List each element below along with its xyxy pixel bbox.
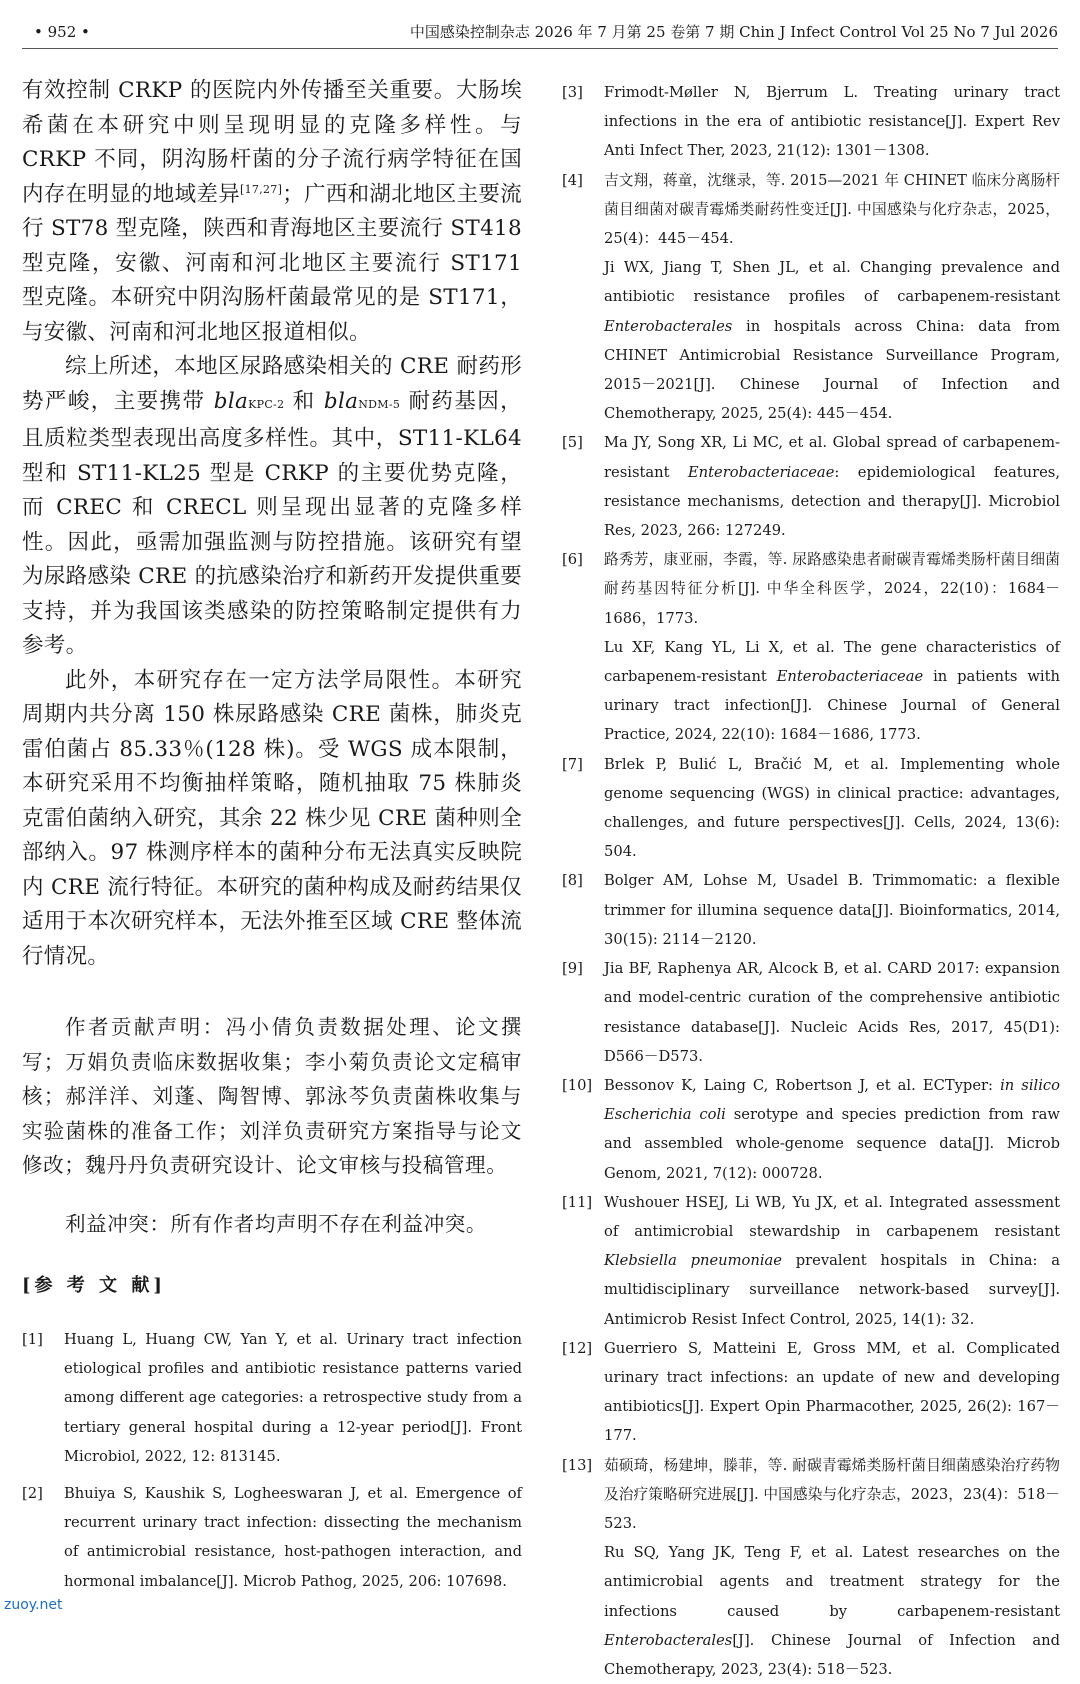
- ref-text-italic: in silico Escherichia coli: [604, 1076, 1060, 1124]
- reference-item: [562, 1071, 1060, 1188]
- ref-text-italic: Enterobacteriaceae: [687, 463, 835, 481]
- p2-text-a: 综上所述，本地区尿路感染相关的 CRE 耐药形势严峻，主要携带: [22, 354, 522, 414]
- journal-running-title: 中国感染控制杂志 2026 年 7 月第 25 卷第 7 期 Chin J Infect Control Vol 25 No 7 Jul 2026: [409, 23, 1058, 41]
- reference-text: [604, 428, 1060, 545]
- reference-text: Huang L, Huang CW, Yan Y, et al. Urinary tract infection etiological profiles and antibiotic resistance patterns varied among different age categories: a retrospective study from a tertiary general hospital during a 12-year period[J]. Front Microbiol, 2022, 12: 813145.: [64, 1331, 522, 1465]
- reference-text: Bhuiya S, Kaushik S, Logheeswaran J, et al. Emergence of recurrent urinary tract infection: dissecting the mechanism of antimicrobial resistance, host-pathogen interaction, and hormonal imbalance[J]. Microb Pathog, 2025, 206: 107698.: [64, 1485, 522, 1590]
- ref-text-b: : epidemiological features, resistance mechanisms, detection and therapy[J]. Microbiol Res, 2023, 266: 127249.: [604, 463, 1060, 540]
- reference-text: Guerriero S, Matteini E, Gross MM, et al. Complicated urinary tract infections: an update of new and developing antibiotics[J]. Expert Opin Pharmacother, 2025, 26(2): 167－177.: [604, 1339, 1060, 1445]
- page-number: • 952 •: [34, 23, 90, 41]
- reference-number: [8]: [562, 872, 583, 890]
- left-column: [22, 74, 522, 1596]
- ref-text-a: Ma JY, Song XR, Li MC, et al. Global spread of carbapenem-resistant: [604, 434, 1060, 481]
- page-header: [34, 18, 1058, 46]
- p1-text-b: ；广西和湖北地区主要流行 ST78 型克隆，陕西和青海地区主要流行 ST418 型克隆，安徽、河南和河北地区主要流行 ST171 型克隆。本研究中阴沟肠杆菌最常见的是 ST171，与安徽、河南和河北地区报道相似。: [22, 181, 523, 345]
- reference-text: 吉文翔，蒋童，沈继录，等. 2015—2021 年 CHINET 临床分离肠杆菌目细菌对碳青霉烯类耐药性变迁[J]. 中国感染与化疗杂志，2025，25(4)：445－454.: [604, 171, 1060, 248]
- reference-number: [5]: [562, 434, 583, 452]
- ref-en-b: [J]. Chinese Journal of Infection and Chemotherapy, 2023, 23(4): 518－523.: [604, 1631, 1060, 1678]
- site-watermark: zuoy.net: [4, 1597, 63, 1613]
- ref-en-b: in hospitals across China: data from CHINET Antimicrobial Resistance Surveillance Program, 2015－2021[J]. Chinese Journal of Infection and Chemotherapy, 2025, 25(4): 445－454.: [604, 317, 1060, 423]
- reference-number: [10]: [562, 1076, 593, 1094]
- ref-en-italic: Enterobacterales: [604, 317, 733, 335]
- reference-text: 茹硕琦，杨建坤，滕菲，等. 耐碳青霉烯类肠杆菌目细菌感染治疗药物及治疗策略研究进展[J]. 中国感染与化疗杂志，2023，23(4)：518－523.: [604, 1456, 1060, 1532]
- ref-text-a: Wushouer HSEJ, Li WB, Yu JX, et al. Integrated assessment of antimicrobial stewardship in carbapenem resistant: [604, 1193, 1060, 1240]
- gene-2: bla: [323, 388, 359, 414]
- reference-text: Jia BF, Raphenya AR, Alcock B, et al. CARD 2017: expansion and model-centric curation of the comprehensive antibiotic resistance database[J]. Nucleic Acids Res, 2017, 45(D1): D566－D573.: [604, 960, 1060, 1065]
- reference-item: [562, 750, 1060, 867]
- reference-number: [2]: [22, 1485, 43, 1503]
- header-divider: [22, 48, 1058, 49]
- reference-item: [562, 1334, 1060, 1451]
- body-paragraph-2: [22, 350, 522, 664]
- reference-english: [604, 253, 1060, 428]
- reference-english: [604, 633, 1060, 750]
- ref-en-italic: Enterobacterales: [604, 1631, 733, 1649]
- reference-number: [6]: [562, 551, 583, 569]
- author-contribution: 作者贡献声明：冯小倩负责数据处理、论文撰写；万娟负责临床数据收集；李小菊负责论文定稿审核；郝洋洋、刘蓬、陶智博、郭泳芩负责菌株收集与实验菌株的准备工作；刘洋负责研究方案指导与论文修改；魏丹丹负责研究设计、论文审核与投稿管理。: [22, 1015, 522, 1177]
- p2-and: 和: [284, 388, 324, 414]
- reference-text: Frimodt-Møller N, Bjerrum L. Treating urinary tract infections in the era of antibiotic resistance[J]. Expert Rev Anti Infect Ther, 2023, 21(12): 1301－1308.: [604, 84, 1060, 160]
- ref-text-italic: Klebsiella pneumoniae: [604, 1252, 782, 1270]
- reference-number: [7]: [562, 755, 583, 773]
- reference-number: [3]: [562, 84, 583, 101]
- p2-text-b: 耐药基因，且质粒类型表现出高度多样性。其中，ST11-KL64 型和 ST11-KL25 型是 CRKP 的主要优势克隆，而 CREC 和 CRECL 则呈现出显著的克隆多样性。因此，亟需加强监测与防控措施。该研究有望为尿路感染 CRE 的抗感染治疗和新药开发提供重要支持，并为我国该类感染的防控策略制定提供有力参考。: [22, 388, 522, 658]
- gene-1-subscript: KPC-2: [248, 397, 285, 411]
- reference-item: [562, 166, 1060, 429]
- reference-text: [604, 1188, 1060, 1334]
- reference-item: [562, 428, 1060, 545]
- reference-text: Bolger AM, Lohse M, Usadel B. Trimmomatic: a flexible trimmer for illumina sequence data[J]. Bioinformatics, 2014, 30(15): 2114－2120.: [604, 872, 1060, 948]
- reference-number: [12]: [562, 1339, 593, 1357]
- reference-number: [11]: [562, 1193, 593, 1211]
- reference-text: Brlek P, Bulić L, Bračić M, et al. Implementing whole genome sequencing (WGS) in clinical practice: advantages, challenges, and future perspectives[J]. Cells, 2024, 13(6): 504.: [604, 755, 1060, 861]
- references-heading: [参 考 文 献]: [22, 1275, 166, 1296]
- reference-item: [562, 545, 1060, 749]
- reference-number: [4]: [562, 171, 583, 189]
- citation: [17,27]: [240, 182, 283, 196]
- reference-item: [562, 78, 1060, 166]
- gene-1: bla: [213, 388, 249, 414]
- ref-text-a: Bessonov K, Laing C, Robertson J, et al. ECTyper:: [604, 1076, 1001, 1094]
- p1-text-a: 有效控制 CRKP 的医院内外传播至关重要。大肠埃希菌在本研究中则呈现明显的克隆多样性。与 CRKP 不同，阴沟肠杆菌的分子流行病学特征在国内存在明显的地域差异: [22, 78, 522, 207]
- reference-item: [562, 1451, 1060, 1684]
- reference-item: [562, 866, 1060, 954]
- reference-number: [9]: [562, 960, 583, 978]
- reference-number: [13]: [562, 1456, 593, 1474]
- conflict-statement: 利益冲突：所有作者均声明不存在利益冲突。: [65, 1211, 487, 1236]
- reference-number: [1]: [22, 1331, 43, 1348]
- reference-item: [562, 1188, 1060, 1334]
- ref-text-b: prevalent hospitals in China: a multidisciplinary surveillance network-based survey[J]. Antimicrob Resist Infect Control, 2025, 14(1): 32.: [604, 1252, 1060, 1328]
- gene-2-subscript: NDM-5: [358, 397, 401, 411]
- ref-en-b: in patients with urinary tract infection[J]. Chinese Journal of General Practice, 2024, 22(10): 1684－1686, 1773.: [604, 668, 1060, 744]
- ref-en-a: Ru SQ, Yang JK, Teng F, et al. Latest researches on the antimicrobial agents and treatment strategy for the infections caused by carbapenem-resistant: [604, 1544, 1060, 1620]
- ref-text-b: serotype and species prediction from raw and assembled whole-genome sequence data[J]. Microb Genom, 2021, 7(12): 000728.: [604, 1106, 1060, 1182]
- reference-item: [22, 1325, 522, 1471]
- ref-en-italic: Enterobacteriaceae: [776, 668, 924, 686]
- reference-english: [604, 1538, 1060, 1684]
- body-paragraph-1: [22, 74, 522, 350]
- right-column: [562, 78, 1060, 1684]
- reference-text: 路秀芳，康亚丽，李霞，等. 尿路感染患者耐碳青霉烯类肠杆菌目细菌耐药基因特征分析[J]. 中华全科医学，2024，22(10)：1684－1686，1773.: [604, 551, 1060, 627]
- reference-item: [22, 1479, 522, 1596]
- body-paragraph-3: 此外，本研究存在一定方法学局限性。本研究周期内共分离 150 株尿路感染 CRE 菌株，肺炎克雷伯菌占 85.33％(128 株)。受 WGS 成本限制，本研究采用不均衡抽样策略，随机抽取 75 株肺炎克雷伯菌纳入研究，其余 22 株少见 CRE 菌种则全部纳入。97 株测序样本的菌种分布无法真实反映院内 CRE 流行特征。本研究的菌种构成及耐药结果仅适用于本次研究样本，无法外推至区域 CRE 整体流行情况。: [22, 667, 522, 969]
- ref-en-a: Lu XF, Kang YL, Li X, et al. The gene characteristics of carbapenem-resistant: [604, 638, 1060, 686]
- ref-en-a: Ji WX, Jiang T, Shen JL, et al. Changing prevalence and antibiotic resistance profiles of carbapenem-resistant: [604, 259, 1060, 306]
- reference-item: [562, 954, 1060, 1071]
- reference-text: [604, 1071, 1060, 1188]
